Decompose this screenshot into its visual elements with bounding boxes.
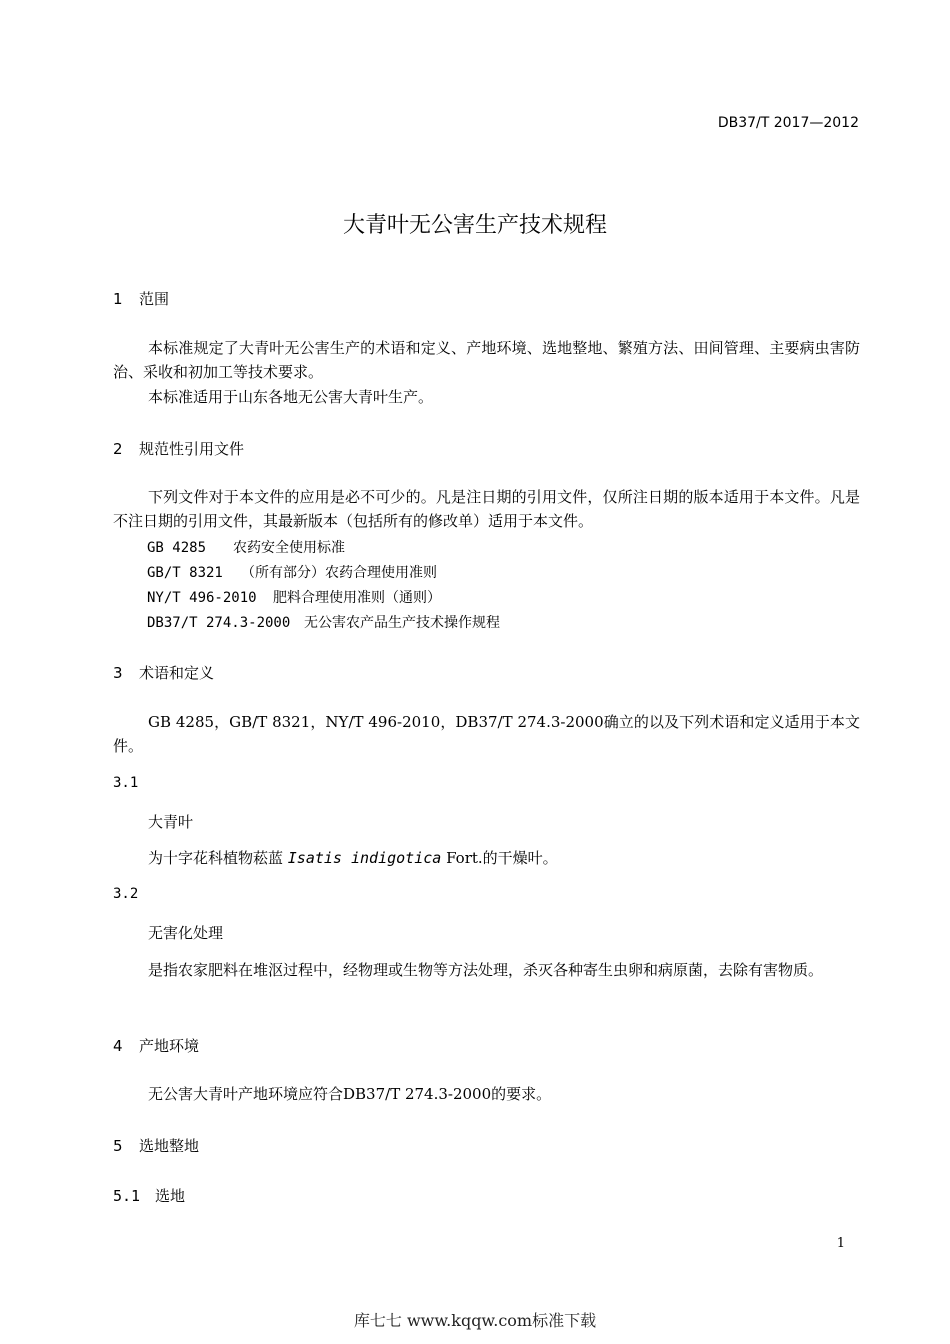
document-number: DB37/T 2017—2012 [717, 115, 859, 131]
section-number: 2 [113, 440, 123, 458]
page-number: 1 [836, 1236, 845, 1251]
reference-title: 农药安全使用标准 [233, 540, 345, 556]
footer-watermark: 库七七 www.kqqw.com标准下载 [353, 1311, 597, 1330]
section-1-paragraph-2: 本标准适用于山东各地无公害大青叶生产。 [148, 388, 434, 406]
subsection-title: 选地 [155, 1187, 186, 1205]
reference-title: （所有部分）农药合理使用准则 [241, 565, 437, 581]
section-1-paragraph-1: 本标准规定了大青叶无公害生产的术语和定义、产地环境、选地整地、繁殖方法、田间管理、主要病虫害防治、采收和初加工等技术要求。 [113, 339, 860, 381]
section-2-heading [113, 438, 244, 459]
reference-code: NY/T 496-2010 [147, 590, 257, 606]
reference-title: 肥料合理使用准则（通则） [273, 590, 441, 606]
page-title: 大青叶无公害生产技术规程 [342, 213, 607, 238]
section-5-1-heading [113, 1185, 185, 1206]
section-title: 规范性引用文件 [139, 440, 245, 458]
reference-item [147, 537, 345, 557]
reference-item [147, 612, 500, 632]
term-name: 无害化处理 [148, 924, 224, 942]
section-5-heading [113, 1135, 199, 1156]
reference-code: GB/T 8321 [147, 565, 223, 581]
section-title: 术语和定义 [139, 664, 215, 682]
section-number: 5 [113, 1137, 123, 1155]
section-1-heading [113, 288, 169, 309]
section-number: 1 [113, 290, 123, 308]
section-number: 4 [113, 1037, 123, 1055]
reference-code: GB 4285 [147, 540, 207, 556]
section-number: 3 [113, 664, 123, 682]
term-name: 大青叶 [148, 813, 194, 831]
reference-code: DB37/T 274.3-2000 [147, 615, 291, 631]
reference-item [147, 587, 441, 607]
term-number: 3.2 [113, 886, 139, 902]
section-title: 产地环境 [139, 1037, 200, 1055]
section-3-paragraph-1: GB 4285，GB/T 8321，NY/T 496-2010，DB37/T 274.3-2000确立的以及下列术语和定义适用于本文件。 [113, 713, 860, 755]
section-title: 选地整地 [139, 1137, 200, 1155]
term-number: 3.1 [113, 775, 139, 791]
section-2-paragraph-1: 下列文件对于本文件的应用是必不可少的。凡是注日期的引用文件，仅所注日期的版本适用于本文件。凡是不注日期的引用文件，其最新版本（包括所有的修改单）适用于本文件。 [113, 488, 860, 530]
section-4-heading [113, 1035, 199, 1056]
section-title: 范围 [139, 290, 170, 308]
reference-title: 无公害农产品生产技术操作规程 [304, 615, 500, 631]
latin-name: Isatis indigotica [287, 849, 442, 867]
definition-text: 为十字花科植物菘蓝 [148, 849, 288, 867]
term-definition [113, 846, 860, 870]
reference-item [147, 562, 437, 582]
definition-text: Fort.的干燥叶。 [441, 849, 558, 867]
term-definition: 是指农家肥料在堆沤过程中，经物理或生物等方法处理，杀灭各种寄生虫卵和病原菌，去除有害物质。 [148, 961, 824, 979]
subsection-number: 5.1 [113, 1187, 141, 1205]
section-3-heading [113, 662, 214, 683]
section-4-paragraph-1: 无公害大青叶产地环境应符合DB37/T 274.3-2000的要求。 [148, 1085, 552, 1103]
